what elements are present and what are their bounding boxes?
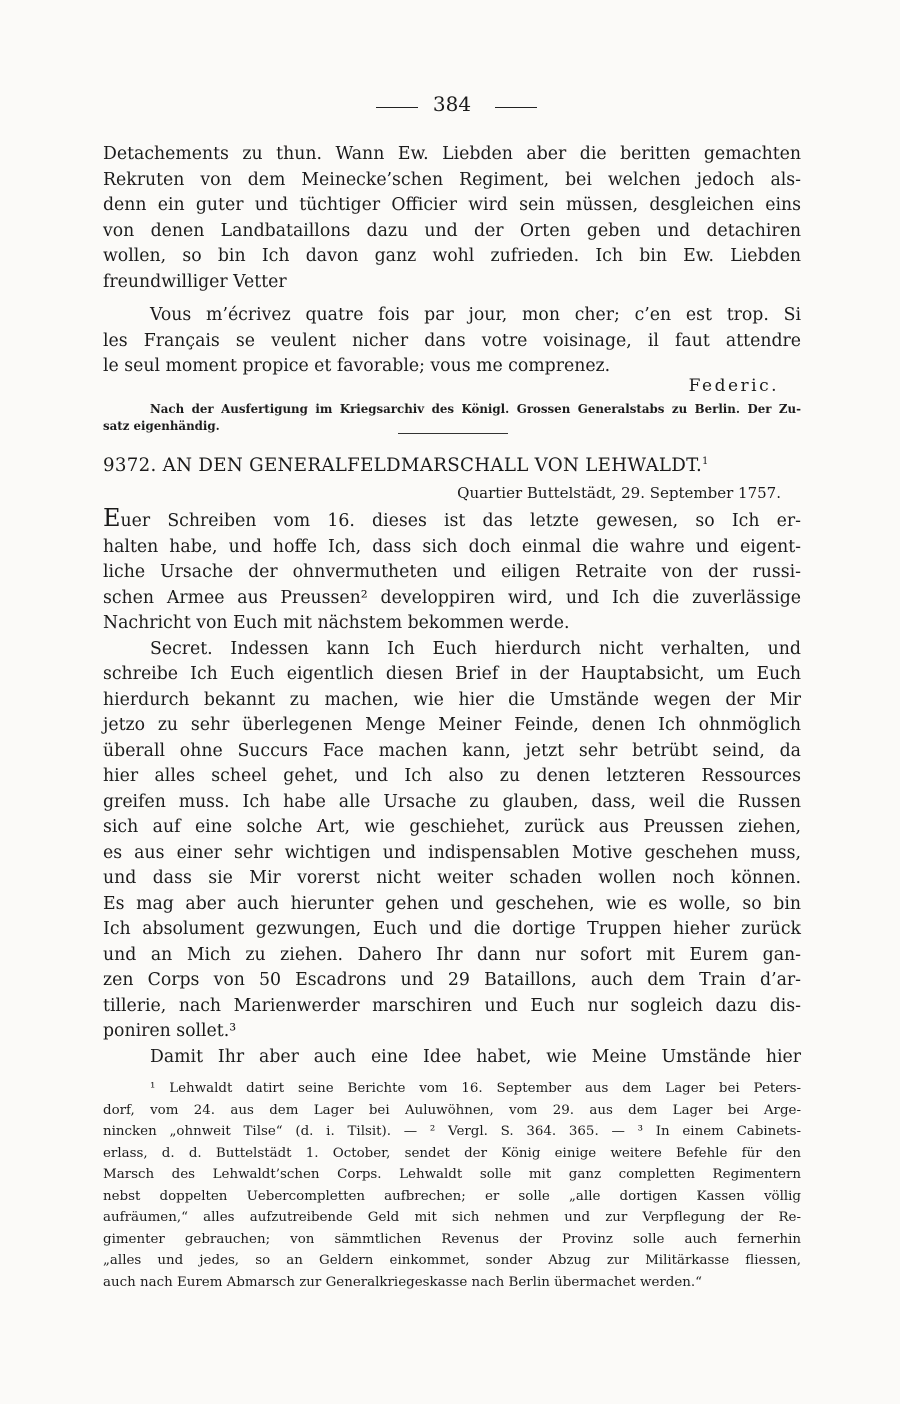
footnote-line: „alles und jedes, so an Geldern einkommet, sonder Abzug zur Militärkasse fliessen, bbox=[103, 1253, 801, 1268]
footnote-line: aufräumen,“ alles aufzutreibende Geld mit sich nehmen und zur Verpflegung der Re- bbox=[103, 1210, 801, 1225]
footnote-line: Marsch des Lehwaldt’schen Corps. Lehwaldt solle mit ganz completten Regimentern bbox=[103, 1167, 801, 1182]
footnote-line: auch nach Eurem Abmarsch zur Generalkriegeskasse nach Berlin übermachet werden.“ bbox=[103, 1274, 703, 1290]
text-line: von denen Landbataillons dazu und der Orten geben und detachiren bbox=[103, 220, 801, 241]
text-line: hier alles scheel gehet, und Ich also zu denen letzteren Ressources bbox=[103, 766, 801, 786]
footnote-line: erlass, d. d. Buttelstädt 1. October, sendet der König einige weitere Befehle für den bbox=[103, 1145, 801, 1161]
text-line: Rekruten von dem Meinecke’schen Regiment, bei welchen jedoch als- bbox=[103, 169, 801, 190]
text-line: Damit Ihr aber auch eine Idee habet, wie Meine Umstände hier bbox=[150, 1046, 801, 1067]
footnotes bbox=[103, 1078, 801, 1293]
text-line: Detachements zu thun. Wann Ew. Liebden aber die beritten gemachten bbox=[103, 144, 801, 164]
text-line: schreibe Ich Euch eigentlich diesen Brief in der Hauptabsicht, um Euch bbox=[103, 664, 801, 684]
letter-heading bbox=[103, 455, 801, 476]
text-line: hierdurch bekannt zu machen, wie hier die Umstände wegen der Mir bbox=[103, 689, 801, 710]
text-line: freundwilliger Vetter bbox=[103, 271, 287, 292]
text-line: halten habe, und hoffe Ich, dass sich doch einmal die wahre und eigent- bbox=[103, 536, 801, 557]
text-line: zen Corps von 50 Escadrons und 29 Bataillons, auch dem Train d’ar- bbox=[103, 970, 801, 990]
text-line: le seul moment propice et favorable; vous me comprenez. bbox=[103, 356, 611, 376]
footnote-line: ¹ Lehwaldt datirt seine Berichte vom 16. September aus dem Lager bei Peters- bbox=[150, 1081, 801, 1096]
letter-number: 9372. bbox=[103, 455, 157, 476]
page-header bbox=[103, 92, 801, 122]
text-line: poniren sollet.³ bbox=[103, 1021, 237, 1041]
text-line: Es mag aber auch hierunter gehen und geschehen, wie es wolle, so bin bbox=[103, 893, 801, 914]
text-line: Secret. Indessen kann Ich Euch hierdurch nicht verhalten, und bbox=[150, 638, 801, 659]
text-line: schen Armee aus Preussen² developpiren wird, und Ich die zuverlässige bbox=[103, 587, 801, 608]
header-dash-right bbox=[495, 107, 537, 108]
text-line: tillerie, nach Marienwerder marschiren und Euch nur sogleich dazu dis- bbox=[103, 995, 801, 1016]
text-line: Vous m’écrivez quatre fois par jour, mon cher; c’en est trop. Si bbox=[150, 305, 801, 325]
drop-cap: E bbox=[103, 504, 121, 532]
text-line: liche Ursache der ohnvermutheten und eiligen Retraite von der russi- bbox=[103, 562, 801, 582]
source-line: satz eigenhändig. bbox=[103, 419, 220, 433]
footnote-line: gimenter gebrauchen; von sämmtlichen Revenus der Provinz solle auch fernerhin bbox=[103, 1231, 801, 1247]
text-line: und an Mich zu ziehen. Dahero Ihr dann nur sofort mit Eurem gan- bbox=[103, 944, 801, 965]
text-line: Ich absolument gezwungen, Euch und die dortige Truppen hieher zurück bbox=[103, 919, 801, 939]
text-line: denn ein guter und tüchtiger Officier wird sein müssen, desgleichen eins bbox=[103, 195, 801, 215]
text-line: sich auf eine solche Art, wie geschiehet, zurück aus Preussen ziehen, bbox=[103, 817, 801, 837]
footnote-marker: 1 bbox=[702, 456, 709, 467]
text-line: überall ohne Succurs Face machen kann, jetzt sehr betrübt seind, da bbox=[103, 740, 801, 761]
signature: Federic. bbox=[688, 376, 779, 396]
text-line: greifen muss. Ich habe alle Ursache zu glauben, dass, weil die Russen bbox=[103, 791, 801, 812]
letter-closing-german bbox=[103, 142, 801, 295]
letter-body bbox=[103, 506, 801, 1070]
source-note bbox=[103, 401, 801, 435]
text-line: es aus einer sehr wichtigen und indispensablen Motive geschehen muss, bbox=[103, 842, 801, 863]
postscript-french bbox=[103, 303, 801, 380]
page-number: 384 bbox=[432, 92, 472, 116]
letter-title: AN DEN GENERALFELDMARSCHALL VON LEHWALDT. bbox=[162, 455, 703, 476]
text-line: wollen, so bin Ich davon ganz wohl zufrieden. Ich bin Ew. Liebden bbox=[103, 246, 801, 266]
source-line: Nach der Ausfertigung im Kriegsarchiv des Königl. Grossen Generalstabs zu Berlin. Der Zu- bbox=[150, 402, 801, 416]
text-line: Euer Schreiben vom 16. dieses ist das letzte gewesen, so Ich er- bbox=[103, 504, 801, 532]
text-line: les Français se veulent nicher dans votre voisinage, il faut attendre bbox=[103, 330, 801, 351]
separator-rule bbox=[398, 433, 508, 434]
footnote-line: nincken „ohnweit Tilse“ (d. i. Tilsit). — ² Vergl. S. 364. 365. — ³ In einem Cabinets- bbox=[103, 1124, 801, 1139]
text-line: und dass sie Mir vorerst nicht weiter schaden wollen noch können. bbox=[103, 868, 801, 888]
footnote-line: nebst doppelten Uebercompletten aufbrechen; er solle „alle dortigen Kassen völlig bbox=[103, 1188, 801, 1204]
letter-dateline: Quartier Buttelstädt, 29. September 1757. bbox=[457, 484, 781, 502]
text-line: Nachricht von Euch mit nächstem bekommen werde. bbox=[103, 613, 570, 633]
footnote-line: dorf, vom 24. aus dem Lager bei Auluwöhnen, vom 29. aus dem Lager bei Arge- bbox=[103, 1102, 801, 1118]
text-line: jetzo zu sehr überlegenen Menge Meiner Feinde, denen Ich ohnmöglich bbox=[103, 715, 801, 735]
